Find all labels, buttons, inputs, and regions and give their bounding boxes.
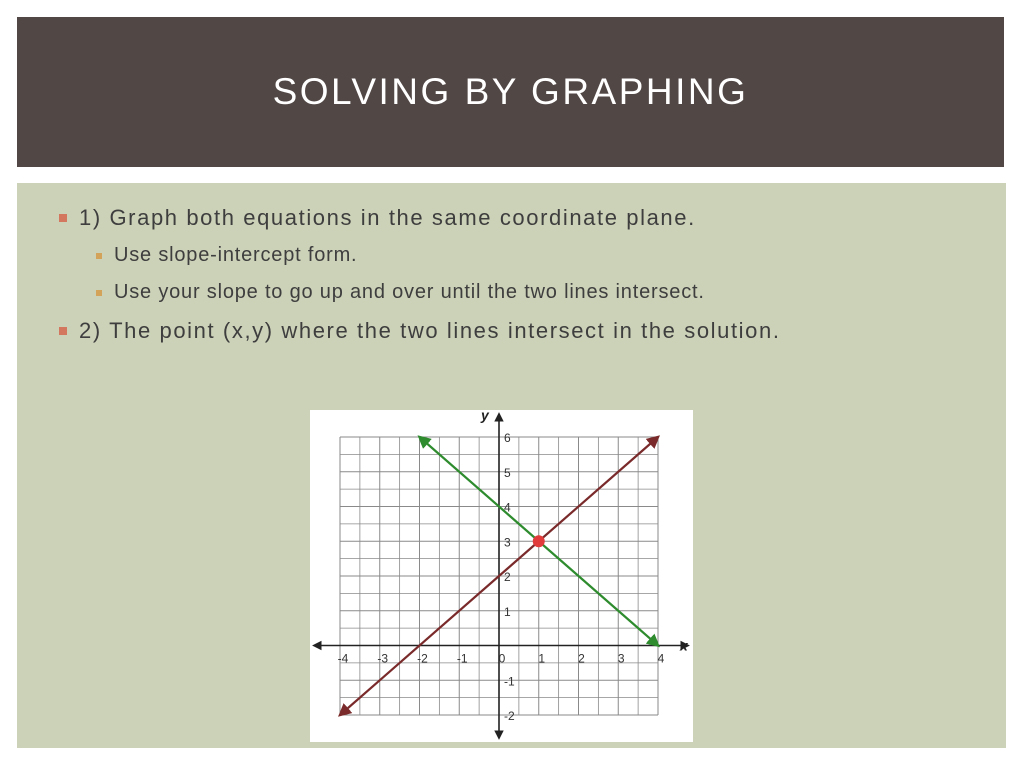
intersection-point [533, 535, 545, 547]
y-tick-label: 5 [504, 465, 511, 480]
y-tick-label: -1 [504, 674, 515, 689]
coordinate-graph [310, 410, 693, 742]
x-tick-label: 1 [538, 651, 546, 666]
y-tick-label: 4 [504, 500, 511, 515]
y-tick-label: 2 [504, 570, 511, 584]
x-tick-label: -3 [377, 651, 389, 666]
sub-bullet-square-icon [96, 253, 102, 259]
x-axis-label: x [680, 637, 688, 654]
sub-bullet-item-1 [96, 244, 357, 267]
x-tick-label: -1 [456, 651, 468, 666]
x-tick-label: 0 [498, 651, 506, 666]
y-axis-label: y [481, 410, 489, 423]
bullet-item-2 [59, 318, 781, 344]
x-tick-label: 3 [617, 651, 625, 666]
slide-title: SOLVING BY GRAPHING [272, 71, 749, 112]
y-tick-label: 1 [504, 604, 511, 619]
x-tick-label: -2 [417, 651, 428, 666]
bullet-text: 2) The point (x,y) where the two lines intersect in the solution. [79, 318, 781, 343]
sub-bullet-item-2 [96, 281, 705, 304]
graph-image [310, 410, 693, 742]
y-tick-label: 3 [504, 535, 511, 550]
x-tick-label: -4 [337, 651, 349, 666]
title-bar [17, 17, 1004, 167]
x-tick-label: 2 [578, 651, 585, 666]
x-tick-label: 4 [657, 651, 665, 666]
bullet-square-icon [59, 214, 67, 222]
bullet-item-1 [59, 205, 696, 231]
bullet-text: 1) Graph both equations in the same coordinate plane. [79, 205, 696, 230]
sub-bullet-text: Use your slope to go up and over until the two lines intersect. [114, 281, 705, 303]
y-tick-label: -2 [504, 709, 515, 723]
bullet-square-icon [59, 327, 67, 335]
y-tick-label: 6 [504, 431, 511, 445]
sub-bullet-square-icon [96, 290, 102, 296]
sub-bullet-text: Use slope-intercept form. [114, 244, 358, 266]
